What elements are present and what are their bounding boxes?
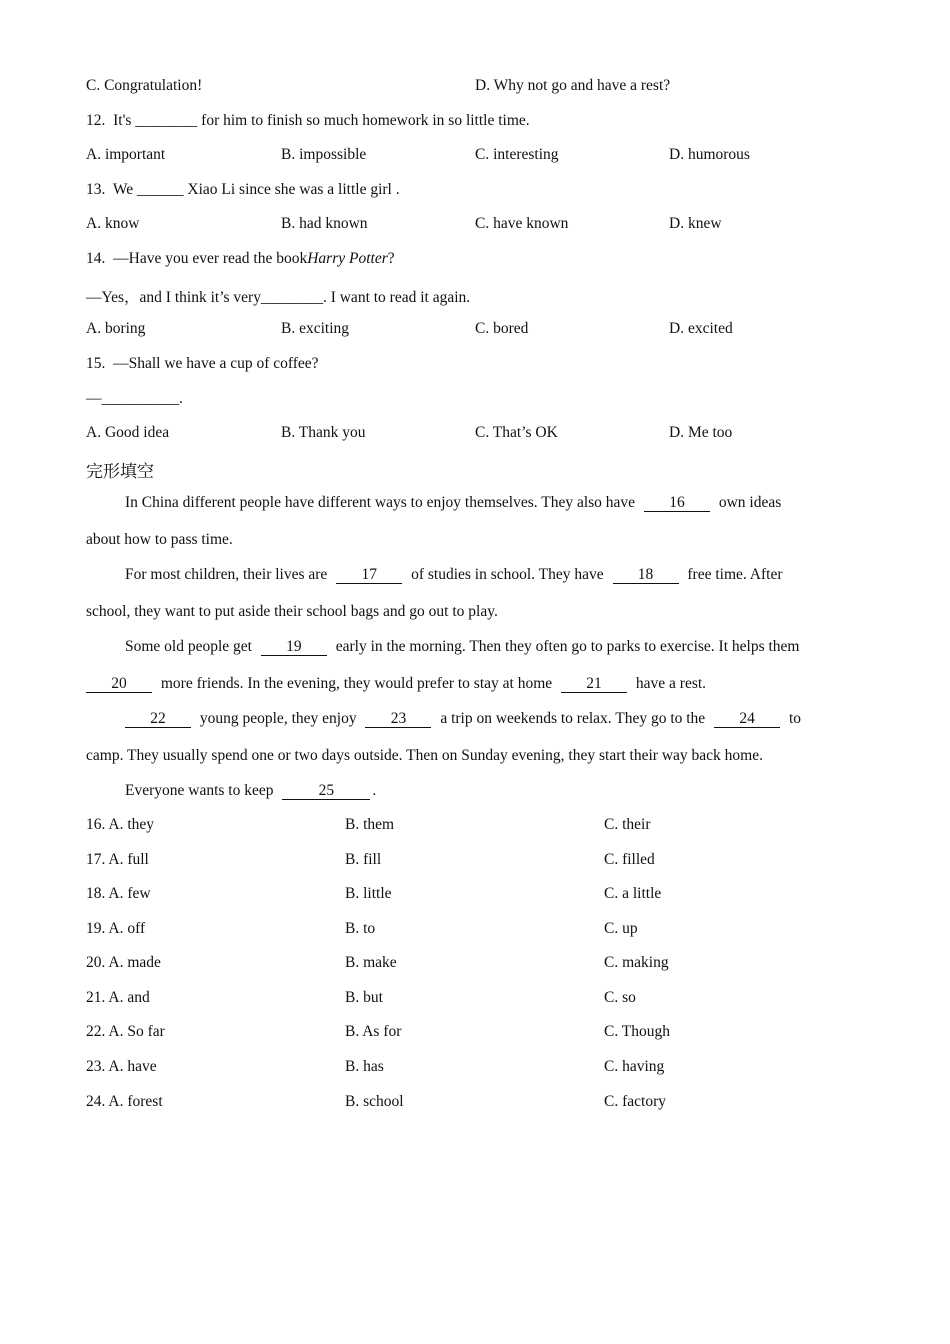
q15-option-c: C. That’s OK — [475, 424, 558, 441]
passage-line-9: Everyone wants to keep 25 . — [125, 782, 377, 799]
blank-16: 16 — [644, 494, 710, 512]
q13-option-d: D. knew — [669, 215, 722, 232]
choice-17-b: B. fill — [345, 851, 382, 868]
choice-22-b: B. As for — [345, 1023, 402, 1040]
q12-option-b: B. impossible — [281, 146, 367, 163]
blank-25: 25 — [282, 782, 370, 800]
choice-18-c: C. a little — [604, 885, 662, 902]
q13-option-c: C. have known — [475, 215, 569, 232]
q14-option-c: C. bored — [475, 320, 529, 337]
q14-blank: ________ — [260, 289, 323, 306]
choice-17-c: C. filled — [604, 851, 655, 868]
passage-line-4: school, they want to put aside their school bags and go out to play. — [86, 603, 498, 620]
passage-line-5: Some old people get 19 early in the morning. Then they often go to parks to exercise. It helps them — [125, 638, 800, 655]
q14-option-d: D. excited — [669, 320, 733, 337]
blank-23: 23 — [365, 710, 431, 728]
q11-option-d: D. Why not go and have a rest? — [475, 77, 671, 94]
q15-option-a: A. Good idea — [86, 424, 170, 441]
choice-22-a: 22. A. So far — [86, 1023, 165, 1040]
passage-line-8: camp. They usually spend one or two days outside. Then on Sunday evening, they start their way back home. — [86, 747, 763, 764]
q13-stem: 13. We ______ Xiao Li since she was a little girl . — [86, 181, 400, 198]
choice-16-c: C. their — [604, 816, 651, 833]
passage-line-6: 20 more friends. In the evening, they would prefer to stay at home 21 have a rest. — [86, 675, 706, 693]
q14-book-title: Harry Potter — [307, 250, 388, 267]
choice-16-b: B. them — [345, 816, 395, 833]
choice-18-b: B. little — [345, 885, 392, 902]
q14-stem-line2: —Yes，and I think it’s very________. I want to read it again. — [86, 289, 471, 306]
q12-option-c: C. interesting — [475, 146, 559, 163]
blank-22: 22 — [125, 710, 191, 728]
blank-19: 19 — [261, 638, 327, 656]
choice-21-a: 21. A. and — [86, 989, 150, 1006]
choice-18-a: 18. A. few — [86, 885, 151, 902]
choice-22-c: C. Though — [604, 1023, 671, 1040]
choice-21-b: B. but — [345, 989, 383, 1006]
choice-19-b: B. to — [345, 920, 376, 937]
passage-line-3: For most children, their lives are 17 of studies in school. They have 18 free time. After — [125, 566, 783, 583]
choice-19-c: C. up — [604, 920, 638, 937]
q14-stem-line1: 14. —Have you ever read the bookHarry Potter? — [86, 250, 395, 267]
q13-option-b: B. had known — [281, 215, 368, 232]
q12-option-a: A. important — [86, 146, 166, 163]
choice-20-a: 20. A. made — [86, 954, 161, 971]
passage-line-7: 22 young people, they enjoy 23 a trip on weekends to relax. They go to the 24 to — [125, 710, 801, 728]
q13-option-a: A. know — [86, 215, 140, 232]
q15-stem-line1: 15. —Shall we have a cup of coffee? — [86, 355, 319, 372]
q11-option-c: C. Congratulation! — [86, 77, 203, 94]
blank-24: 24 — [714, 710, 780, 728]
blank-21: 21 — [561, 675, 627, 693]
passage-line-2: about how to pass time. — [86, 531, 233, 548]
blank-18: 18 — [613, 566, 679, 584]
choice-21-c: C. so — [604, 989, 636, 1006]
choice-20-c: C. making — [604, 954, 669, 971]
q15-option-d: D. Me too — [669, 424, 733, 441]
q14-option-b: B. exciting — [281, 320, 350, 337]
choice-19-a: 19. A. off — [86, 920, 146, 937]
q12-blank: ________ — [135, 112, 198, 129]
blank-20: 20 — [86, 675, 152, 693]
choice-23-b: B. has — [345, 1058, 384, 1075]
choice-24-b: B. school — [345, 1093, 404, 1110]
choice-16-a: 16. A. they — [86, 816, 155, 833]
q15-stem-line2: —__________. — [86, 390, 183, 407]
blank-17: 17 — [336, 566, 402, 584]
passage-line-1: In China different people have different ways to enjoy themselves. They also have 16 own ideas — [125, 494, 782, 511]
choice-23-a: 23. A. have — [86, 1058, 157, 1075]
q15-option-b: B. Thank you — [281, 424, 366, 441]
q15-blank: __________ — [101, 390, 179, 407]
choice-20-b: B. make — [345, 954, 397, 971]
q12-option-d: D. humorous — [669, 146, 750, 163]
section-title: 完形填空 — [86, 462, 154, 482]
q13-blank: ______ — [137, 181, 184, 198]
q12-stem: 12. It's ________ for him to finish so much homework in so little time. — [86, 112, 530, 129]
choice-24-a: 24. A. forest — [86, 1093, 163, 1110]
choice-24-c: C. factory — [604, 1093, 666, 1110]
choice-17-a: 17. A. full — [86, 851, 149, 868]
q14-option-a: A. boring — [86, 320, 146, 337]
choice-23-c: C. having — [604, 1058, 665, 1075]
